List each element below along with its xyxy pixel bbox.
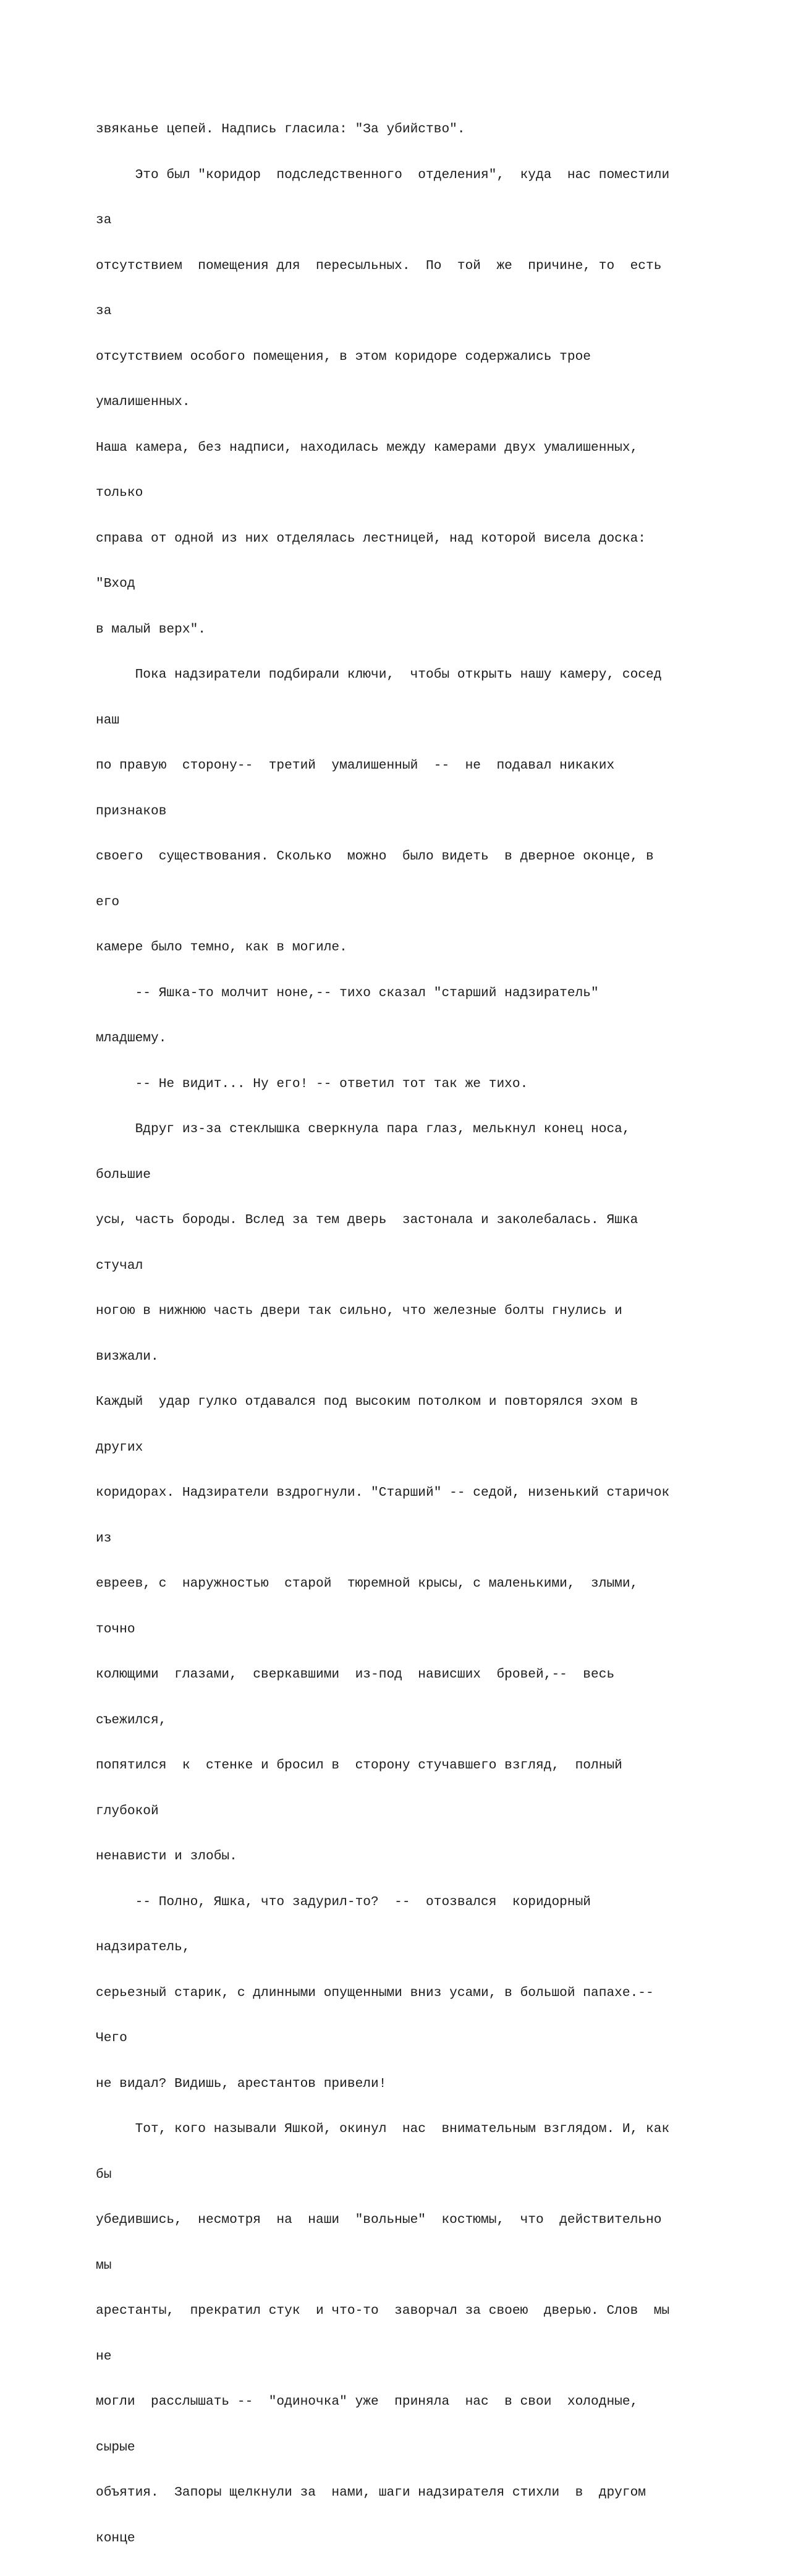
text-line: звяканье цепей. Надпись гласила: "За убийство". (96, 122, 465, 137)
text-line: умалишенных. (96, 395, 190, 409)
text-line: признаков (96, 803, 167, 819)
text-line: точно (96, 1621, 135, 1637)
text-line: -- Не видит... Ну его! -- ответил тот так же тихо. (96, 1076, 528, 1091)
text-line: усы, часть бороды. Вслед за тем дверь застонала и заколебалась. Яшка (96, 1213, 638, 1227)
text-line: бы (96, 2167, 112, 2182)
text-line: ненависти и злобы. (96, 1849, 237, 1864)
text-line: Это был "коридор подследственного отделения", куда нас поместили (96, 167, 670, 182)
text-line: арестанты, прекратил стук и что-то заворчал за своею дверью. Слов мы (96, 2303, 670, 2318)
text-line: коридорах. Надзиратели вздрогнули. "Старший" -- седой, низенький старичок (96, 1485, 670, 1500)
text-line: отсутствием помещения для пересыльных. По той же причине, то есть (96, 258, 662, 273)
text-line: большие (96, 1167, 151, 1182)
text-line: отсутствием особого помещения, в этом коридоре содержались трое (96, 349, 591, 364)
text-line: только (96, 485, 143, 500)
text-line: Наша камера, без надписи, находилась между камерами двух умалишенных, (96, 440, 638, 455)
text-line: Каждый удар гулко отдавался под высоким потолком и повторялся эхом в (96, 1394, 638, 1409)
text-line: могли расслышать -- "одиночка" уже приняла нас в свои холодные, (96, 2394, 638, 2409)
text-line: надзиратель, (96, 1940, 190, 1955)
text-line: камере было темно, как в могиле. (96, 940, 347, 955)
text-line: Пока надзиратели подбирали ключи, чтобы открыть нашу камеру, сосед (96, 667, 662, 682)
text-line: по правую сторону-- третий умалишенный -- не подавал никаких (96, 758, 615, 773)
text-line: за (96, 213, 112, 228)
text-line: в малый верх". (96, 621, 206, 637)
text-line: своего существования. Сколько можно было видеть в дверное оконце, в (96, 849, 654, 864)
text-line: объятия. Запоры щелкнули за нами, шаги надзирателя стихли в другом (96, 2485, 646, 2500)
text-line: евреев, с наружностью старой тюремной крысы, с маленькими, злыми, (96, 1576, 638, 1591)
text-line: колющими глазами, сверкавшими из-под нависших бровей,-- весь (96, 1667, 615, 1682)
text-line: сырые (96, 2439, 135, 2455)
text-line: младшему. (96, 1031, 167, 1046)
text-line: других (96, 1439, 143, 1455)
text-line: Тот, кого называли Яшкой, окинул нас внимательным взглядом. И, как (96, 2122, 670, 2136)
text-line: наш (96, 712, 120, 728)
text-line: визжали. (96, 1349, 159, 1364)
text-line: справа от одной из них отделялась лестницей, над которой висела доска: (96, 531, 646, 546)
text-line: его (96, 894, 120, 910)
text-line: ногою в нижнюю часть двери так сильно, что железные болты гнулись и (96, 1303, 622, 1318)
text-line: конце (96, 2530, 135, 2546)
text-line: за (96, 304, 112, 318)
text-line: Вдруг из-за стеклышка сверкнула пара глаз, мелькнул конец носа, (96, 1122, 630, 1137)
text-line: -- Полно, Яшка, что задурил-то? -- отозвался коридорный (96, 1894, 591, 1909)
text-line: "Вход (96, 576, 135, 591)
document-text (96, 92, 769, 2576)
text-line: стучал (96, 1258, 143, 1273)
text-line: серьезный старик, с длинными опущенными вниз усами, в большой папахе.-- (96, 1985, 654, 2000)
text-line: глубокой (96, 1803, 159, 1819)
text-line: убедившись, несмотря на наши "вольные" костюмы, что действительно (96, 2212, 662, 2227)
text-line: Чего (96, 2031, 127, 2045)
text-line: съежился, (96, 1712, 167, 1728)
text-line: мы (96, 2258, 112, 2273)
text-line: не (96, 2348, 112, 2364)
text-line: попятился к стенке и бросил в сторону стучавшего взгляд, полный (96, 1758, 622, 1773)
text-line: из (96, 1530, 112, 1546)
text-line: -- Яшка-то молчит ноне,-- тихо сказал "старший надзиратель" (96, 985, 599, 1000)
text-line: не видал? Видишь, арестантов привели! (96, 2076, 387, 2091)
